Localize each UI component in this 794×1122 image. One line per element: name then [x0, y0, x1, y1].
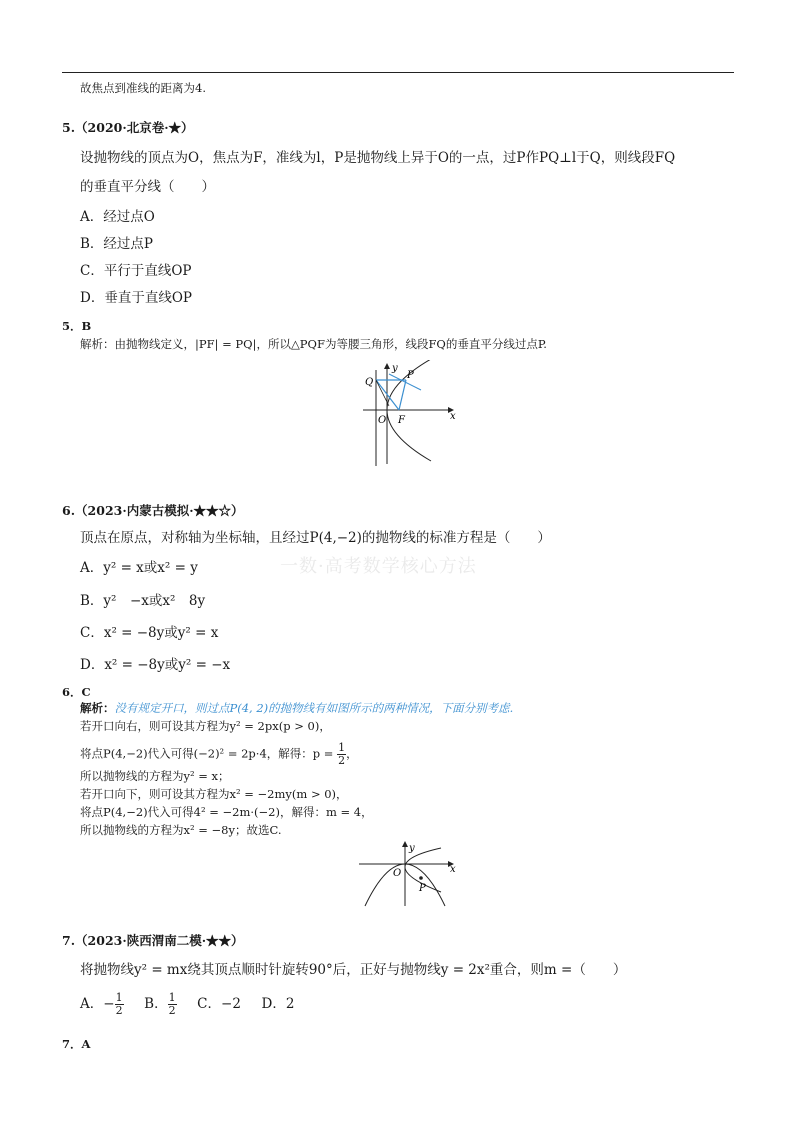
q6-frac-num: 1: [338, 741, 346, 754]
q5-option-c: C．平行于直线OP: [80, 263, 192, 279]
q7-a-den: 2: [115, 1004, 123, 1017]
q7-option-a: [80, 991, 124, 1017]
q6-frac-den: 2: [338, 754, 346, 767]
q5-answer: 5．B: [62, 319, 92, 333]
q6-answer: 6．C: [62, 685, 91, 699]
q6-line-1: 若开口向右，则可设其方程为y² = 2px(p > 0)，: [80, 719, 331, 733]
q5-option-a: A．经过点O: [80, 209, 155, 225]
q7-options: [80, 992, 294, 1017]
q7-option-b: [144, 991, 176, 1017]
q6-parabola-figure: [355, 840, 465, 908]
q5-segment-pf: [399, 380, 406, 410]
q7-answer: 7．A: [62, 1037, 91, 1051]
q6-line-6: 所以抛物线的方程为x² = −8y；故选C.: [80, 823, 282, 837]
q7-option-c: C．−2: [197, 996, 241, 1012]
q6-label-p: P: [419, 883, 426, 894]
q7-a-num: 1: [115, 991, 123, 1004]
watermark: 一数·高考数学核心方法: [280, 556, 477, 577]
q5-stem-line2: 的垂直平分线（ ）: [80, 179, 215, 195]
q6-option-b: B．y² −x或x² 8y: [80, 593, 206, 609]
q6-line-3: 所以抛物线的方程为y² = x；: [80, 769, 230, 783]
q7-option-d: D．2: [261, 996, 295, 1012]
q6-header: 6.（2023·内蒙古模拟·★★☆）: [62, 503, 244, 518]
q5-label-p: P: [407, 370, 414, 381]
q6-y-arrow-icon: [402, 841, 408, 847]
q7-stem: 将抛物线y² = mx绕其顶点顺时针旋转90°后，正好与抛物线y = 2x²重合，则m =（ ）: [80, 962, 627, 978]
q6-label-y: y: [409, 843, 415, 854]
q5-option-b: B．经过点P: [80, 236, 154, 252]
q5-label-y: y: [392, 363, 398, 374]
q7-option-a-label: A．−: [80, 996, 115, 1012]
q7-option-b-label: B．: [144, 996, 168, 1012]
q5-parabola-figure: [355, 360, 460, 468]
q5-bisector: [389, 374, 421, 390]
q5-label-x: x: [450, 411, 456, 422]
q5-option-d: D．垂直于直线OP: [80, 290, 192, 306]
q6-analysis-note: 没有规定开口，则过点P(4, 2)的抛物线有如图所示的两种情况，下面分别考虑.: [114, 701, 514, 715]
q6-option-c: C．x² = −8y或y² = x: [80, 625, 219, 641]
q5-header: 5.（2020·北京卷·★）: [62, 120, 194, 135]
header-rule: [62, 72, 734, 73]
q6-point-p: [419, 876, 423, 880]
q5-label-q: Q: [365, 377, 374, 388]
q6-option-d: D．x² = −8y或y² = −x: [80, 657, 231, 673]
q6-analysis: [80, 700, 513, 716]
q6-line-5: 将点P(4,−2)代入可得4² = −2m·(−2)，解得：m = 4，: [80, 805, 373, 819]
q7-option-a-fraction: [115, 992, 124, 1017]
q6-label-x: x: [450, 864, 456, 875]
q6-line-4: 若开口向下，则可设其方程为x² = −2my(m > 0)，: [80, 787, 348, 801]
q7-header: 7.（2023·陕西渭南二模·★★）: [62, 933, 244, 948]
q5-label-f: F: [398, 415, 405, 426]
q5-label-o: O: [378, 415, 387, 426]
q5-analysis: 解析：由抛物线定义，|PF| = PQ|，所以△PQF为等腰三角形，线段FQ的垂直平分线过点P.: [80, 337, 547, 351]
q6-stem: 顶点在原点，对称轴为坐标轴，且经过P(4,−2)的抛物线的标准方程是（ ）: [80, 530, 551, 546]
top-note: 故焦点到准线的距离为4.: [80, 81, 206, 95]
q6-p-fraction: [337, 742, 346, 767]
q6-option-a: A．y² = x或x² = y: [80, 560, 198, 576]
q7-b-num: 1: [168, 991, 176, 1004]
q6-line-2: 将点P(4,−2)代入可得(−2)² = 2p·4，解得：p = $\frac{1}{2}$ ，: [80, 741, 358, 767]
q6-analysis-label: 解析：: [80, 701, 115, 715]
q6-line-2-text: 将点P(4,−2)代入可得(−2)² = 2p·4，解得：p =: [80, 746, 334, 761]
q7-b-den: 2: [168, 1004, 176, 1017]
q5-y-arrow-icon: [384, 363, 390, 369]
q7-option-b-fraction: [168, 992, 177, 1017]
q6-label-o: O: [393, 868, 402, 879]
q5-stem-line1: 设抛物线的顶点为O，焦点为F，准线为l，P是抛物线上异于O的一点，过P作PQ⊥l于Q，则线段FQ: [80, 150, 676, 166]
